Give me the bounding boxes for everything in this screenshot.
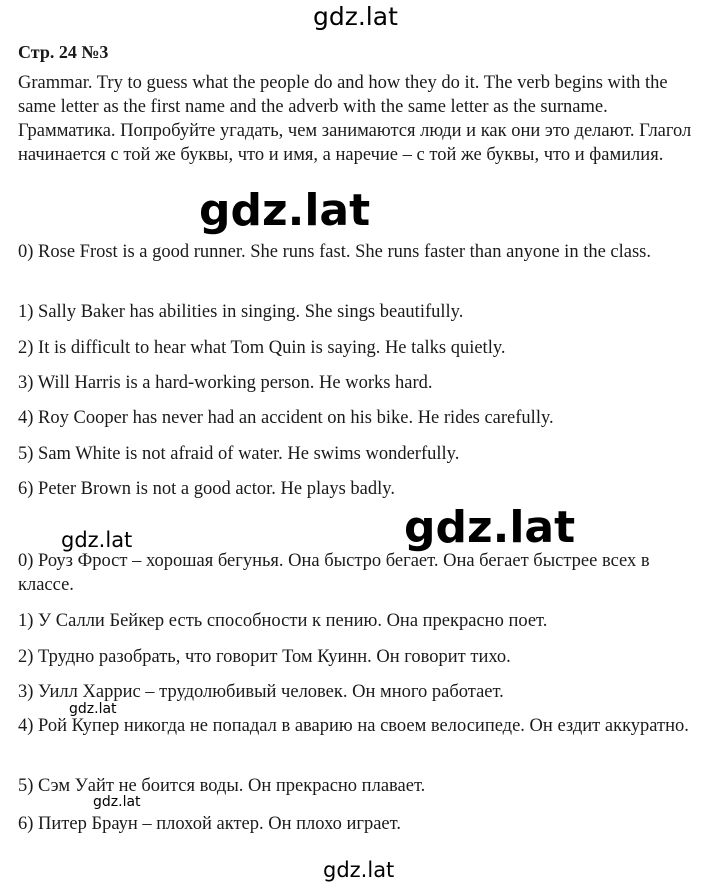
english-sentence-2: 2) It is difficult to hear what Tom Quin is saying. He talks quietly. [18, 338, 506, 358]
english-sentence-5: 5) Sam White is not afraid of water. He swims wonderfully. [18, 444, 460, 464]
russian-sentence-6: 6) Питер Браун – плохой актер. Он плохо играет. [18, 814, 401, 834]
english-sentence-6: 6) Peter Brown is not a good actor. He plays badly. [18, 479, 395, 499]
watermark-large-2: gdz.lat [404, 502, 576, 553]
english-sentence-3: 3) Will Harris is a hard-working person. He works hard. [18, 373, 433, 393]
russian-sentence-5: 5) Сэм Уайт не боится воды. Он прекрасно плавает. [18, 776, 426, 796]
watermark-large-1: gdz.lat [199, 185, 371, 236]
english-sentence-4: 4) Roy Cooper has never had an accident on his bike. He rides carefully. [18, 408, 554, 428]
russian-sentence-1: 1) У Салли Бейкер есть способности к пению. Она прекрасно поет. [18, 611, 548, 631]
page-title: Стр. 24 №3 [18, 42, 109, 62]
watermark-small-1: gdz.lat [69, 701, 117, 717]
russian-sentence-2: 2) Трудно разобрать, что говорит Том Куинн. Он говорит тихо. [18, 647, 511, 667]
watermark-top: gdz.lat [313, 2, 398, 31]
watermark-medium: gdz.lat [61, 528, 133, 552]
task-instructions: Grammar. Try to guess what the people do and how they do it. The verb begins with the same letter as the first name and the adverb with the same letter as the surname. Грамматика. Попробуйте угадать, чем занимаются люди и как они это делают. Глагол начинается с той же буквы, что и имя, а наречие – с той же буквы, что и фамилия. [18, 73, 692, 165]
russian-sentence-3: 3) Уилл Харрис – трудолюбивый человек. Он много работает. [18, 682, 504, 702]
english-sentence-1: 1) Sally Baker has abilities in singing. She sings beautifully. [18, 302, 464, 322]
watermark-small-2: gdz.lat [93, 794, 141, 810]
english-sentence-0: 0) Rose Frost is a good runner. She runs fast. She runs faster than anyone in the class. [18, 242, 652, 262]
russian-sentence-4: 4) Рой Купер никогда не попадал в аварию на своем велосипеде. Он ездит аккуратно. [18, 716, 689, 736]
watermark-bottom: gdz.lat [323, 858, 395, 882]
russian-sentence-0: 0) Роуз Фрост – хорошая бегунья. Она быстро бегает. Она бегает быстрее всех в классе. [18, 551, 650, 595]
